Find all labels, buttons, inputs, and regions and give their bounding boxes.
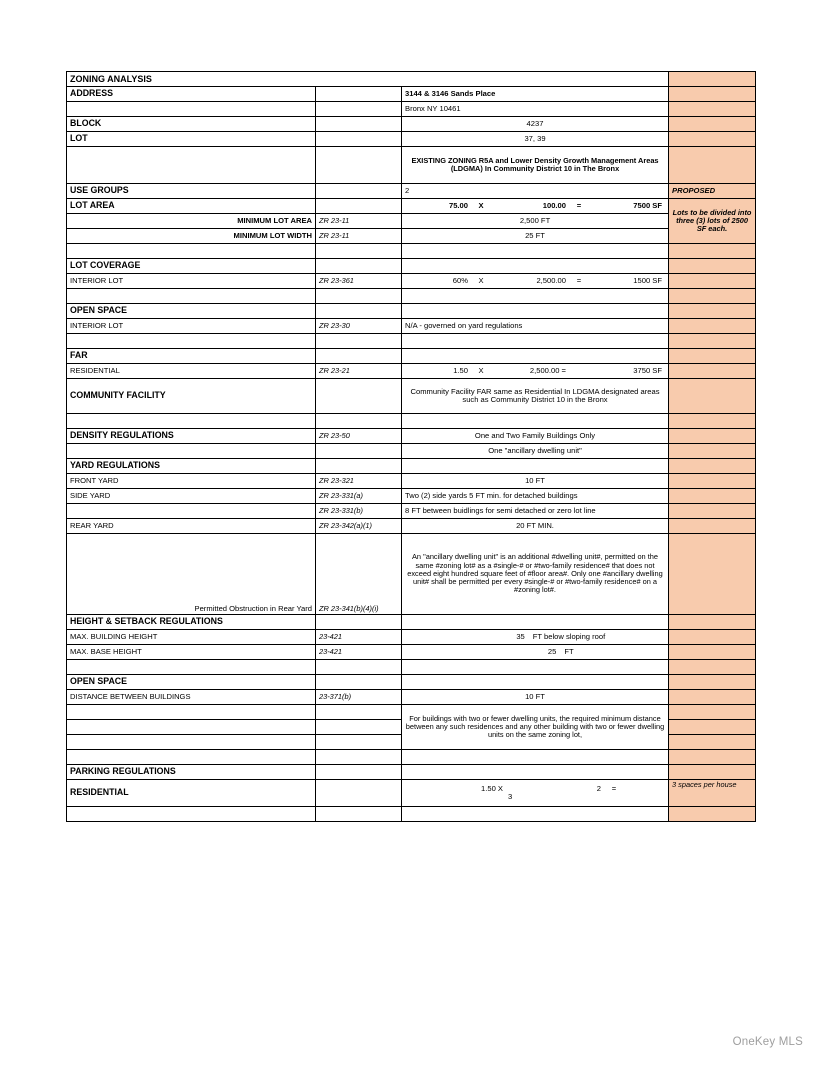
open-space-2-proposed xyxy=(669,675,756,690)
min-lot-area-value: 2,500 FT xyxy=(402,214,669,229)
min-lot-width-label: MINIMUM LOT WIDTH xyxy=(67,229,316,244)
max-building-height-label: MAX. BUILDING HEIGHT xyxy=(67,630,316,645)
parking-b: 2 xyxy=(596,783,601,793)
spacer-label-5 xyxy=(67,660,316,675)
spacer-value-6 xyxy=(402,750,669,765)
permitted-obstruction-label: Permitted Obstruction in Rear Yard xyxy=(67,534,316,615)
interior-lot-a: 60% xyxy=(452,275,468,285)
front-yard-value: 10 FT xyxy=(402,474,669,489)
parking-proposed: 3 spaces per house xyxy=(669,780,756,807)
lot-ref xyxy=(316,132,402,147)
spacer-ref-2 xyxy=(316,289,402,304)
spacer-proposed-2 xyxy=(669,289,756,304)
spacer-label-2 xyxy=(67,289,316,304)
distance-between-value: 10 FT xyxy=(402,690,669,705)
table-row-permitted-obstruction xyxy=(67,534,756,615)
table-row-distance-between xyxy=(67,690,756,705)
side-yard-ref-a: ZR 23-331(a) xyxy=(316,489,402,504)
spacer-value-4 xyxy=(402,414,669,429)
interior-lot-b: 2,500.00 xyxy=(536,275,566,285)
proposed-note: Lots to be divided into three (3) lots of 2500 SF each. xyxy=(669,199,756,244)
table-row-spacer-4 xyxy=(67,414,756,429)
table-row-far-residential xyxy=(67,364,756,379)
block-proposed xyxy=(669,117,756,132)
table-row-lot xyxy=(67,132,756,147)
table-row-density xyxy=(67,429,756,444)
spacer-proposed-5 xyxy=(669,660,756,675)
table-row-yard-regulations xyxy=(67,459,756,474)
open-space-ref-blank xyxy=(316,304,402,319)
density-proposed-2 xyxy=(669,444,756,459)
max-base-height-a: 25 xyxy=(547,646,557,656)
table-row-open-space xyxy=(67,304,756,319)
lot-area-value xyxy=(402,199,669,214)
interior-lot-x: X xyxy=(478,275,484,285)
distance-note-proposed-2 xyxy=(669,720,756,735)
side-yard-value-b: 8 FT between buidlings for semi detached or zero lot line xyxy=(402,504,669,519)
density-ref: ZR 23-50 xyxy=(316,429,402,444)
spacer-proposed-7 xyxy=(669,807,756,822)
address-city-proposed xyxy=(669,102,756,117)
distance-note-ref-3 xyxy=(316,735,402,750)
table-row-height-setback xyxy=(67,615,756,630)
far-x: X xyxy=(478,365,484,375)
far-value-blank xyxy=(402,349,669,364)
max-building-height-a: 35 xyxy=(516,631,525,641)
address-city-label xyxy=(67,102,316,117)
min-lot-area-ref: ZR 23-11 xyxy=(316,214,402,229)
min-lot-width-value: 25 FT xyxy=(402,229,669,244)
open-space-interior-label: INTERIOR LOT xyxy=(67,319,316,334)
density-proposed xyxy=(669,429,756,444)
height-setback-ref-blank xyxy=(316,615,402,630)
parking-label: PARKING REGULATIONS xyxy=(67,765,316,780)
open-space-interior-proposed xyxy=(669,319,756,334)
front-yard-proposed xyxy=(669,474,756,489)
interior-lot-proposed xyxy=(669,274,756,289)
spacer-label-6 xyxy=(67,750,316,765)
yard-proposed xyxy=(669,459,756,474)
lot-area-a: 75.00 xyxy=(448,200,468,210)
permitted-obstruction-proposed xyxy=(669,534,756,615)
zoning-analysis-table xyxy=(66,71,756,822)
far-residential-proposed xyxy=(669,364,756,379)
density-value-2: One "ancillary dwelling unit" xyxy=(402,444,669,459)
spacer-ref-5 xyxy=(316,660,402,675)
table-row-density-2 xyxy=(67,444,756,459)
parking-proposed-blank xyxy=(669,765,756,780)
lot-coverage-ref xyxy=(316,259,402,274)
yard-label: YARD REGULATIONS xyxy=(67,459,316,474)
address-ref xyxy=(316,87,402,102)
spacer-value-2 xyxy=(402,289,669,304)
front-yard-label: FRONT YARD xyxy=(67,474,316,489)
table-row-parking-residential xyxy=(67,780,756,807)
watermark-onekey-mls: OneKey MLS xyxy=(732,1036,803,1048)
table-row-spacer-6 xyxy=(67,750,756,765)
lot-area-c: 7500 SF xyxy=(633,200,662,210)
table-row-spacer-7 xyxy=(67,807,756,822)
distance-note-proposed-3 xyxy=(669,735,756,750)
rear-yard-proposed xyxy=(669,519,756,534)
distance-note-ref xyxy=(316,705,402,720)
density-value: One and Two Family Buildings Only xyxy=(402,429,669,444)
density-ref-2 xyxy=(316,444,402,459)
table-row-max-building-height xyxy=(67,630,756,645)
proposed-column-blank xyxy=(669,72,756,87)
community-facility-proposed xyxy=(669,379,756,414)
height-setback-proposed xyxy=(669,615,756,630)
distance-between-proposed xyxy=(669,690,756,705)
spacer-value-5 xyxy=(402,660,669,675)
yard-ref-blank xyxy=(316,459,402,474)
use-groups-ref xyxy=(316,184,402,199)
table-row-spacer-5 xyxy=(67,660,756,675)
open-space-2-value-blank xyxy=(402,675,669,690)
open-space-ref: ZR 23-30 xyxy=(316,319,402,334)
lot-coverage-proposed xyxy=(669,259,756,274)
far-a: 1.50 xyxy=(453,365,468,375)
side-yard-label: SIDE YARD xyxy=(67,489,316,504)
table-row-front-yard xyxy=(67,474,756,489)
parking-ref-blank xyxy=(316,765,402,780)
open-space-label-2: OPEN SPACE xyxy=(67,675,316,690)
parking-value-blank xyxy=(402,765,669,780)
side-yard-value-a: Two (2) side yards 5 FT min. for detached buildings xyxy=(402,489,669,504)
document-title: ZONING ANALYSIS xyxy=(67,72,669,87)
rear-yard-value: 20 FT MIN. xyxy=(402,519,669,534)
spacer-ref-4 xyxy=(316,414,402,429)
table-row-use-groups xyxy=(67,184,756,199)
parking-residential-label: RESIDENTIAL xyxy=(67,780,316,807)
lot-area-b: 100.00 xyxy=(542,200,566,210)
side-yard-label-b xyxy=(67,504,316,519)
address-city-value: Bronx NY 10461 xyxy=(402,102,669,117)
max-building-height-value xyxy=(402,630,669,645)
table-row-community-facility xyxy=(67,379,756,414)
table-row-spacer-2 xyxy=(67,289,756,304)
max-base-height-value xyxy=(402,645,669,660)
address-label: ADDRESS xyxy=(67,87,316,102)
max-base-height-label: MAX. BASE HEIGHT xyxy=(67,645,316,660)
table-row-min-lot-width xyxy=(67,229,756,244)
distance-note-ref-2 xyxy=(316,720,402,735)
block-label: BLOCK xyxy=(67,117,316,132)
height-setback-value-blank xyxy=(402,615,669,630)
max-base-height-b: FT xyxy=(564,646,574,656)
spacer-ref-1 xyxy=(316,244,402,259)
table-row-max-base-height xyxy=(67,645,756,660)
spacer-label-7 xyxy=(67,807,316,822)
max-building-height-b: FT below sloping roof xyxy=(532,631,606,641)
parking-a: 1.50 X xyxy=(481,783,503,793)
community-facility-ref xyxy=(316,379,402,414)
side-yard-ref-b: ZR 23-331(b) xyxy=(316,504,402,519)
table-row-open-space-2 xyxy=(67,675,756,690)
lot-value: 37, 39 xyxy=(402,132,669,147)
address-proposed xyxy=(669,87,756,102)
permitted-obstruction-ref: ZR 23-341(b)(4)(i) xyxy=(316,534,402,615)
table-row-parking xyxy=(67,765,756,780)
max-base-height-ref: 23-421 xyxy=(316,645,402,660)
distance-between-label: DISTANCE BETWEEN BUILDINGS xyxy=(67,690,316,705)
spacer-label-1 xyxy=(67,244,316,259)
lot-proposed xyxy=(669,132,756,147)
lot-coverage-label: LOT COVERAGE xyxy=(67,259,316,274)
table-row-spacer-1 xyxy=(67,244,756,259)
lot-area-x: X xyxy=(478,200,484,210)
distance-between-ref: 23-371(b) xyxy=(316,690,402,705)
table-row-lot-coverage xyxy=(67,259,756,274)
table-row-existing-zoning xyxy=(67,147,756,184)
table-row-spacer-3 xyxy=(67,334,756,349)
far-b: 2,500.00 = xyxy=(529,365,566,375)
lot-coverage-value xyxy=(402,259,669,274)
table-row-interior-lot xyxy=(67,274,756,289)
use-groups-label: USE GROUPS xyxy=(67,184,316,199)
lot-area-ref xyxy=(316,199,402,214)
yard-value-blank xyxy=(402,459,669,474)
interior-lot-ref: ZR 23-361 xyxy=(316,274,402,289)
table-row-side-yard-a xyxy=(67,489,756,504)
existing-zoning-proposed xyxy=(669,147,756,184)
community-facility-label: COMMUNITY FACILITY xyxy=(67,379,316,414)
front-yard-ref: ZR 23-321 xyxy=(316,474,402,489)
table-row-title xyxy=(67,72,756,87)
address-value: 3144 & 3146 Sands Place xyxy=(402,87,669,102)
spacer-proposed-3 xyxy=(669,334,756,349)
open-space-proposed xyxy=(669,304,756,319)
spacer-proposed-1 xyxy=(669,244,756,259)
spacer-value-7 xyxy=(402,807,669,822)
min-lot-area-label: MINIMUM LOT AREA xyxy=(67,214,316,229)
existing-zoning-label xyxy=(67,147,316,184)
distance-note-value: For buildings with two or fewer dwelling units, the required minimum distance between any such residences and any other building with two or fewer dwelling units on the same zoning lot, xyxy=(402,705,669,750)
distance-note-label xyxy=(67,705,316,720)
max-base-height-proposed xyxy=(669,645,756,660)
height-setback-label: HEIGHT & SETBACK REGULATIONS xyxy=(67,615,316,630)
parking-c: 3 xyxy=(508,792,513,801)
density-label: DENSITY REGULATIONS xyxy=(67,429,316,444)
block-ref xyxy=(316,117,402,132)
rear-yard-label: REAR YARD xyxy=(67,519,316,534)
lot-area-label: LOT AREA xyxy=(67,199,316,214)
spacer-proposed-6 xyxy=(669,750,756,765)
spacer-ref-3 xyxy=(316,334,402,349)
existing-zoning-ref xyxy=(316,147,402,184)
table-row-open-space-interior xyxy=(67,319,756,334)
lot-area-eq: = xyxy=(576,200,582,210)
existing-zoning-value: EXISTING ZONING R5A and Lower Density Growth Management Areas (LDGMA) In Community District 10 in The Bronx xyxy=(402,147,669,184)
interior-lot-label: INTERIOR LOT xyxy=(67,274,316,289)
table-row-block xyxy=(67,117,756,132)
open-space-label: OPEN SPACE xyxy=(67,304,316,319)
address-city-ref xyxy=(316,102,402,117)
distance-note-proposed xyxy=(669,705,756,720)
spacer-proposed-4 xyxy=(669,414,756,429)
lot-label: LOT xyxy=(67,132,316,147)
community-facility-value: Community Facility FAR same as Residential In LDGMA designated areas such as Community District 10 in the Bronx xyxy=(402,379,669,414)
far-residential-value xyxy=(402,364,669,379)
max-building-height-ref: 23-421 xyxy=(316,630,402,645)
spacer-ref-7 xyxy=(316,807,402,822)
density-label-2 xyxy=(67,444,316,459)
table-row-far xyxy=(67,349,756,364)
table-row-lot-area xyxy=(67,199,756,214)
far-c: 3750 SF xyxy=(633,365,662,375)
parking-residential-value xyxy=(402,780,669,807)
table-row-rear-yard xyxy=(67,519,756,534)
permitted-obstruction-value: An "ancillary dwelling unit" is an additional #dwelling unit#, permitted on the same #zoning lot# as a #single-# or #two-family residence# that does not exceed eight hundred square feet of #floor area#. Only one #ancillary dwelling unit# shall be permitted per every #single-# or #two-family residence# on a #zoning lot#. xyxy=(402,534,669,615)
interior-lot-value xyxy=(402,274,669,289)
far-label: FAR xyxy=(67,349,316,364)
spacer-value-3 xyxy=(402,334,669,349)
use-groups-value: 2 xyxy=(402,184,669,199)
parking-residential-ref xyxy=(316,780,402,807)
spacer-label-4 xyxy=(67,414,316,429)
table-row-address-city xyxy=(67,102,756,117)
interior-lot-c: 1500 SF xyxy=(633,275,662,285)
side-yard-proposed-a xyxy=(669,489,756,504)
spacer-value-1 xyxy=(402,244,669,259)
spacer-label-3 xyxy=(67,334,316,349)
rear-yard-ref: ZR 23-342(a)(1) xyxy=(316,519,402,534)
far-residential-ref: ZR 23-21 xyxy=(316,364,402,379)
table-row-min-lot-area xyxy=(67,214,756,229)
open-space-value-blank xyxy=(402,304,669,319)
table-row-address xyxy=(67,87,756,102)
far-residential-label: RESIDENTIAL xyxy=(67,364,316,379)
open-space-value: N/A - governed on yard regulations xyxy=(402,319,669,334)
proposed-header: PROPOSED xyxy=(669,184,756,199)
far-ref-blank xyxy=(316,349,402,364)
interior-lot-eq: = xyxy=(576,275,582,285)
min-lot-width-ref: ZR 23-11 xyxy=(316,229,402,244)
spacer-ref-6 xyxy=(316,750,402,765)
side-yard-proposed-b xyxy=(669,504,756,519)
open-space-2-ref-blank xyxy=(316,675,402,690)
max-building-height-proposed xyxy=(669,630,756,645)
distance-note-label-2 xyxy=(67,720,316,735)
block-value: 4237 xyxy=(402,117,669,132)
distance-note-label-3 xyxy=(67,735,316,750)
table-row-side-yard-b xyxy=(67,504,756,519)
parking-eq: = xyxy=(611,783,617,793)
far-proposed xyxy=(669,349,756,364)
table-row-distance-note xyxy=(67,705,756,720)
